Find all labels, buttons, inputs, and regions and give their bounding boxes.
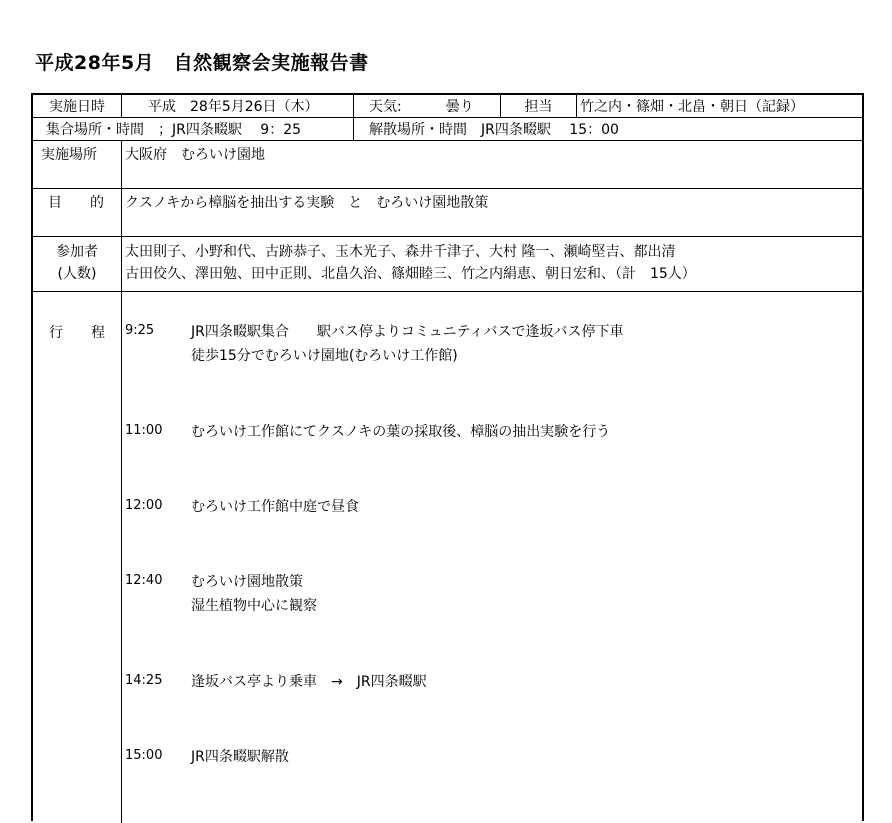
schedule-text: むろいけ工作館中庭で昼食 <box>191 499 359 515</box>
meeting-cell <box>33 118 353 140</box>
participants-label-cell <box>33 237 122 291</box>
report-table <box>31 93 864 821</box>
schedule-text: むろいけ園地散策 <box>191 574 303 590</box>
date-value: 平成 28年5月26日（木） <box>148 99 319 115</box>
schedule-list <box>122 292 862 823</box>
staff-value: 竹之内・篠畑・北畠・朝日（記録） <box>580 99 804 115</box>
date-row <box>33 95 862 118</box>
meeting-row <box>33 118 862 141</box>
participants-row <box>33 237 862 292</box>
schedule-row <box>33 292 862 823</box>
place-label: 実施場所 <box>41 147 97 163</box>
date-label: 実施日時 <box>49 99 105 115</box>
schedule-time: 9:25 <box>125 323 155 338</box>
weather-label: 天気: <box>369 99 402 115</box>
staff-label-cell <box>500 95 576 117</box>
schedule-time: 14:25 <box>125 673 163 688</box>
dismissal-place-time: 解散場所・時間 JR四条畷駅 15：00 <box>369 122 619 138</box>
staff-value-cell <box>576 95 862 117</box>
date-label-cell <box>33 95 122 117</box>
participants-line-1: 太田則子、小野和代、古跡恭子、玉木光子、森井千津子、大村 隆一、瀬崎堅吉、都出清 <box>125 244 676 260</box>
purpose-value: クスノキから樟脳を抽出する実験 と むろいけ園地散策 <box>125 195 489 211</box>
report-title: 平成28年5月 自然観察会実施報告書 <box>35 52 369 74</box>
schedule-text: JR四条畷駅集合 駅バス停よりコミュニティバスで逢坂バス停下車 <box>191 324 624 340</box>
weather-value: 曇り <box>445 99 474 115</box>
weather-cell <box>353 95 500 117</box>
schedule-label: 行 程 <box>49 325 105 341</box>
purpose-label: 目 的 <box>48 195 104 211</box>
schedule-time: 11:00 <box>125 423 163 438</box>
purpose-row <box>33 189 862 237</box>
schedule-text: むろいけ工作館にてクスノキの葉の採取後、樟脳の抽出実験を行う <box>191 424 611 440</box>
schedule-text: 逢坂バス亭より乗車 → JR四条畷駅 <box>191 674 427 690</box>
place-label-cell <box>33 141 122 188</box>
participants-list <box>122 237 862 291</box>
schedule-text-cont: 徒歩15分でむろいけ園地(むろいけ工作館) <box>191 348 458 364</box>
date-value-cell <box>122 95 353 117</box>
schedule-time: 12:40 <box>125 573 163 588</box>
schedule-text: JR四条畷駅解散 <box>191 749 289 765</box>
schedule-time: 15:00 <box>125 748 163 763</box>
place-value: 大阪府 むろいけ園地 <box>125 147 265 163</box>
schedule-time: 12:00 <box>125 498 163 513</box>
schedule-text-cont: 湿生植物中心に観察 <box>191 598 317 614</box>
meeting-place-time: 集合場所・時間 ；JR四条畷駅 9：25 <box>46 122 302 138</box>
dismissal-cell <box>353 118 862 140</box>
purpose-value-cell <box>122 189 862 236</box>
participants-label: 参加者 <box>56 244 98 260</box>
place-value-cell <box>122 141 862 188</box>
place-row <box>33 141 862 189</box>
schedule-label-cell <box>33 292 122 823</box>
staff-label: 担当 <box>524 99 553 115</box>
participants-count-label: (人数) <box>57 266 97 282</box>
participants-line-2: 古田佼久、澤田勉、田中正則、北畠久治、篠畑睦三、竹之内絹恵、朝日宏和、（計 15人） <box>125 266 696 282</box>
purpose-label-cell <box>33 189 122 236</box>
